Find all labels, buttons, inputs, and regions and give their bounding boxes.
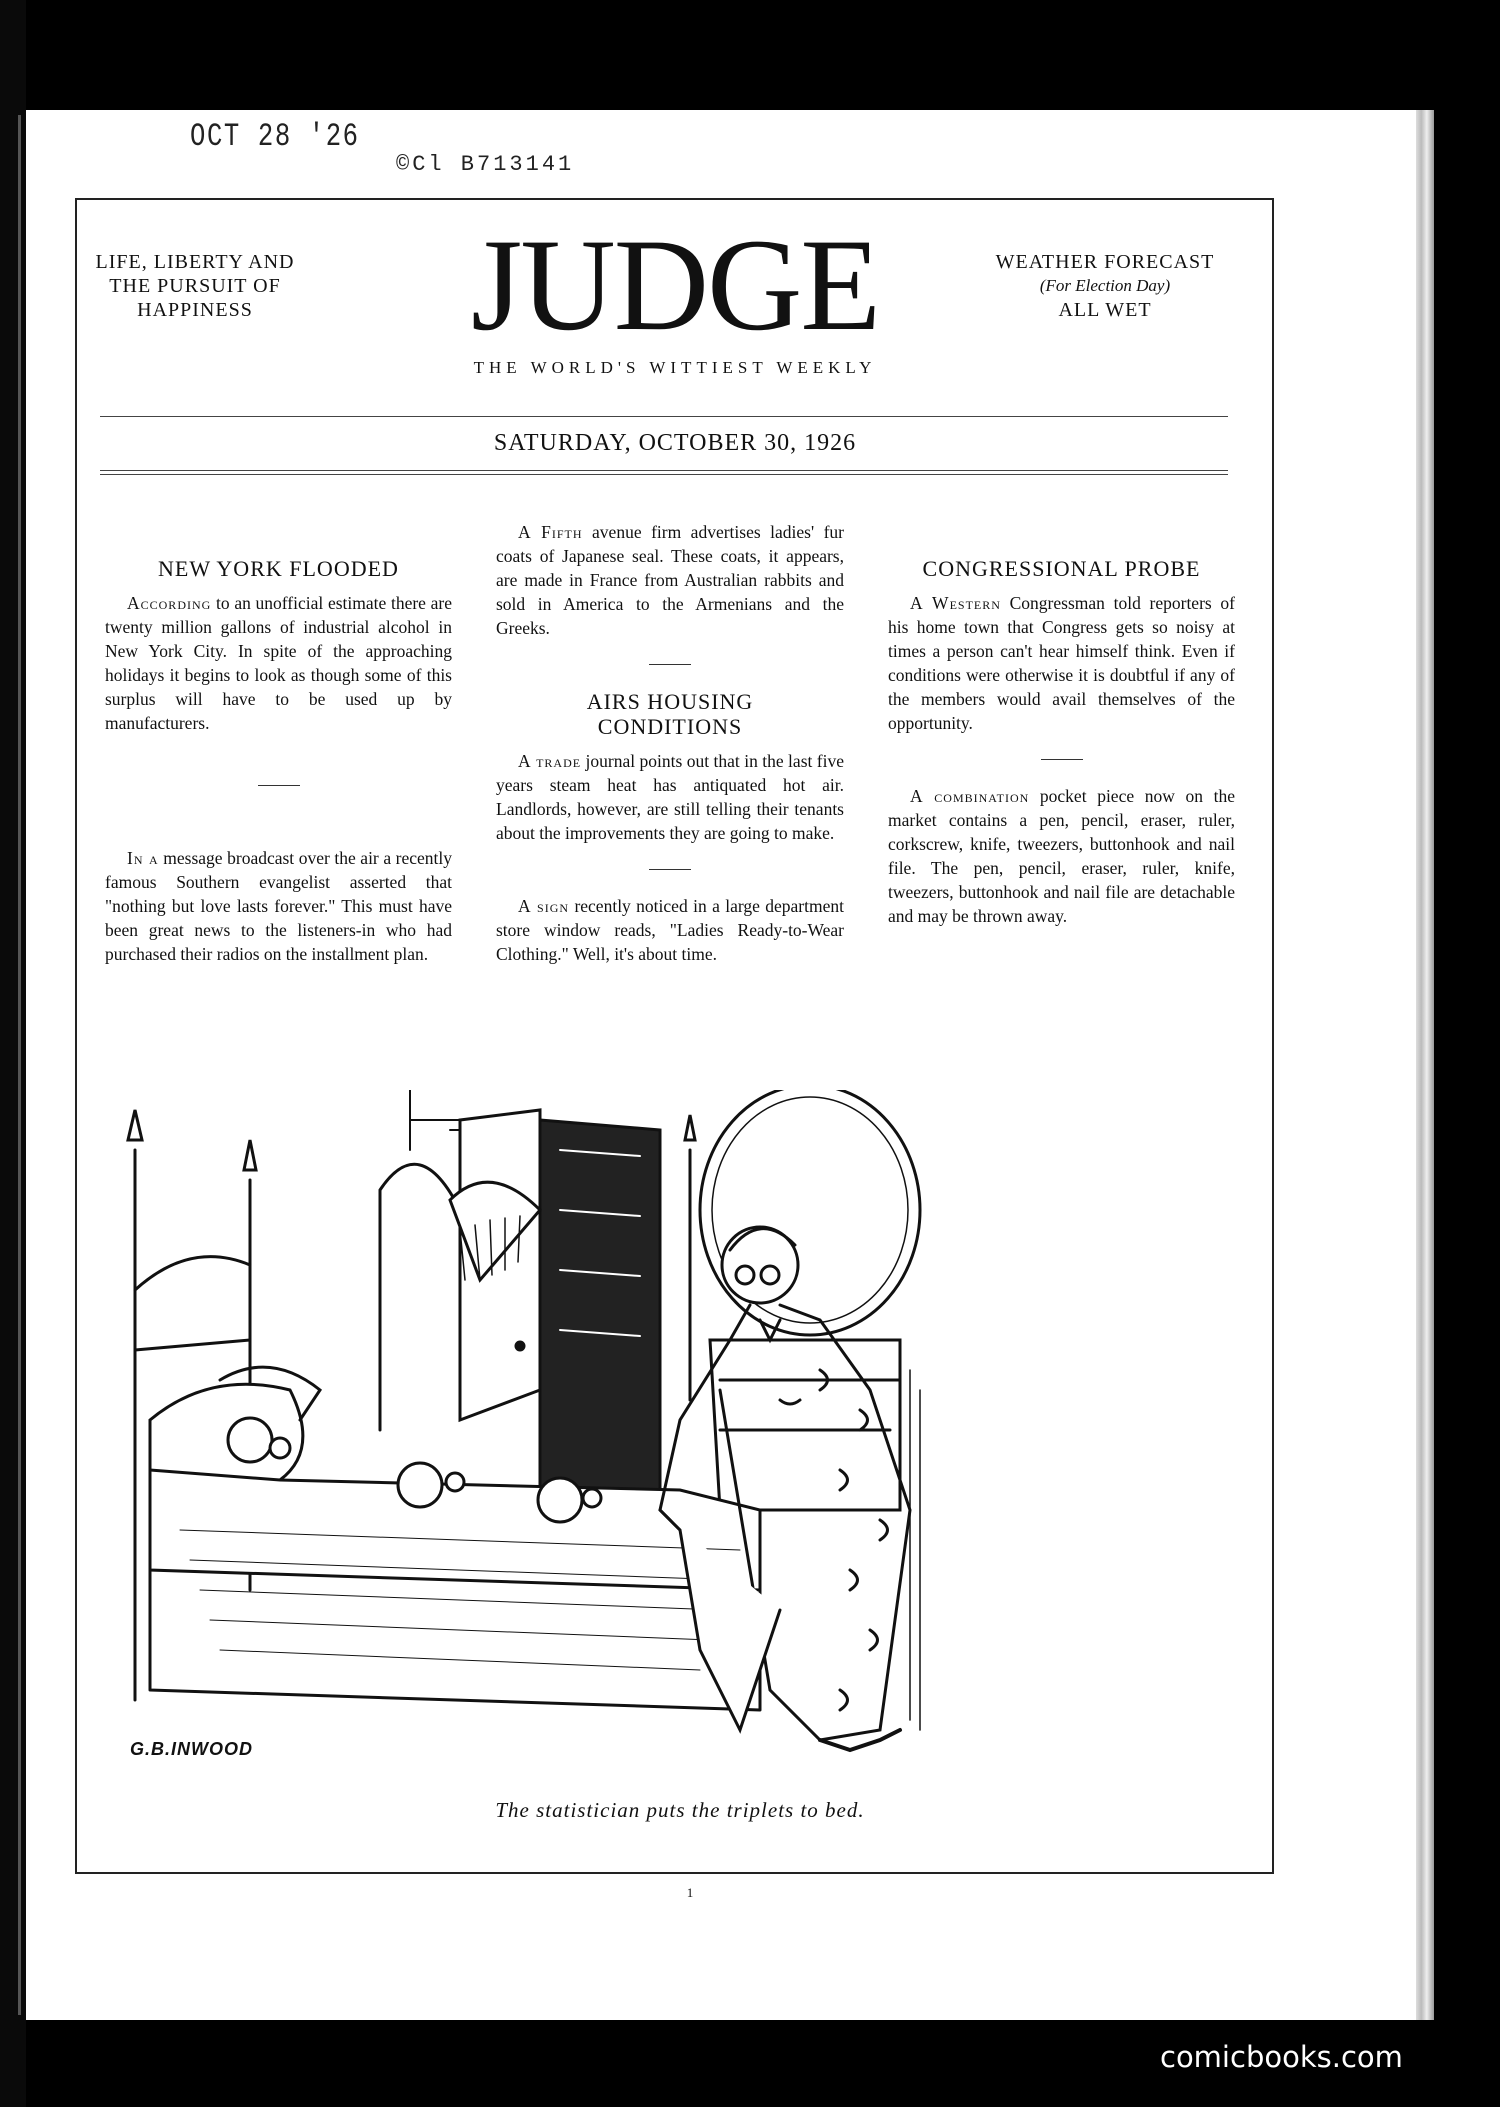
paragraph-text: avenue firm advertises ladies' fur coats of Japanese seal. These coats, it appears, are made in France from Australian rabbits and sold in America to the Armenians and the Greeks. (496, 522, 844, 638)
page-number: 1 (686, 1885, 694, 1900)
binding-spine (0, 0, 26, 2107)
lead-word: In a (127, 848, 159, 868)
illustration-caption: The statistician puts the triplets to bed. (495, 1798, 865, 1822)
paragraph (105, 591, 452, 735)
weather-heading: WEATHER FORECAST (995, 251, 1215, 273)
paragraph-text: Congressman told reporters of his home town that Congress gets so noisy at times a person can't hear himself think. Even if conditions were otherwise it is doubtful if any of the members would avail themselves of the opportunity. (888, 593, 1235, 733)
motto-line: LIFE, LIBERTY AND (95, 251, 295, 273)
lead-word: A combination (910, 786, 1030, 806)
separator (649, 869, 691, 870)
headline-congressional-probe: CONGRESSIONAL PROBE (922, 556, 1201, 581)
masthead-tagline: THE WORLD'S WITTIEST WEEKLY (473, 358, 877, 377)
paragraph-text: pocket piece now on the market contains a pen, pencil, eraser, ruler, corkscrew, knife, tweezers, buttonhook and nail file. The pen, pencil, eraser, ruler, knife, tweezers, buttonhook and nail file are detachable and may be thrown away. (888, 786, 1235, 926)
separator (1041, 759, 1083, 760)
artist-signature: G.B.INWOOD (130, 1739, 253, 1759)
paragraph (888, 591, 1235, 735)
page-edge (1416, 110, 1434, 2020)
dateline: SATURDAY, OCTOBER 30, 1926 (493, 430, 857, 456)
paragraph (496, 520, 844, 640)
paragraph (888, 784, 1235, 928)
weather-forecast: ALL WET (1058, 299, 1152, 321)
motto-line: HAPPINESS (137, 299, 253, 321)
copyright-stamp: ©Cl B713141 (396, 152, 575, 177)
paragraph-text: message broadcast over the air a recently famous Southern evangelist asserted that "nothing but love lasts forever." This must have been great news to the listeners-in who had purchased their radios on the installment plan. (105, 848, 452, 964)
paragraph (105, 846, 452, 966)
lead-word: A Western (910, 593, 1001, 613)
motto-line: THE PURSUIT OF (109, 275, 281, 297)
masthead-title: JUDGE (471, 211, 879, 358)
paragraph-text: to an unofficial estimate there are twenty million gallons of industrial alcohol in New York City. In spite of the approaching holidays it begins to look as though some of this surplus will have to be used up by manufacturers. (105, 593, 452, 733)
column-1 (105, 556, 452, 966)
cartoon-illustration (120, 1090, 1240, 1780)
received-date-stamp: OCT 28 '26 (190, 118, 360, 155)
masthead-rule (100, 416, 1228, 417)
column-2 (496, 520, 844, 966)
paragraph (496, 749, 844, 845)
separator (258, 785, 300, 786)
separator (649, 664, 691, 665)
binding-edge (18, 115, 21, 2015)
paragraph-text: recently noticed in a large department store window reads, "Ladies Ready-to-Wear Clothing." Well, it's about time. (496, 896, 844, 964)
paragraph-text: journal points out that in the last five years steam heat has antiquated hot air. Landlords, however, are still telling their tenants about the improvements they are going to make. (496, 751, 844, 843)
column-3 (888, 556, 1235, 928)
source-watermark: comicbooks.com (1160, 2040, 1403, 2074)
weather-subheading: (For Election Day) (1039, 276, 1171, 295)
lead-word: According (127, 593, 212, 613)
lead-word: A Fifth (518, 522, 583, 542)
headline-new-york-flooded: NEW YORK FLOODED (158, 556, 399, 581)
lead-word: A sign (518, 896, 570, 916)
headline-airs-housing: AIRS HOUSING CONDITIONS (586, 689, 754, 739)
dateline-rule (100, 470, 1228, 475)
motto-box (80, 250, 310, 322)
weather-box (990, 250, 1220, 322)
paragraph (496, 894, 844, 966)
lead-word: A trade (518, 751, 582, 771)
